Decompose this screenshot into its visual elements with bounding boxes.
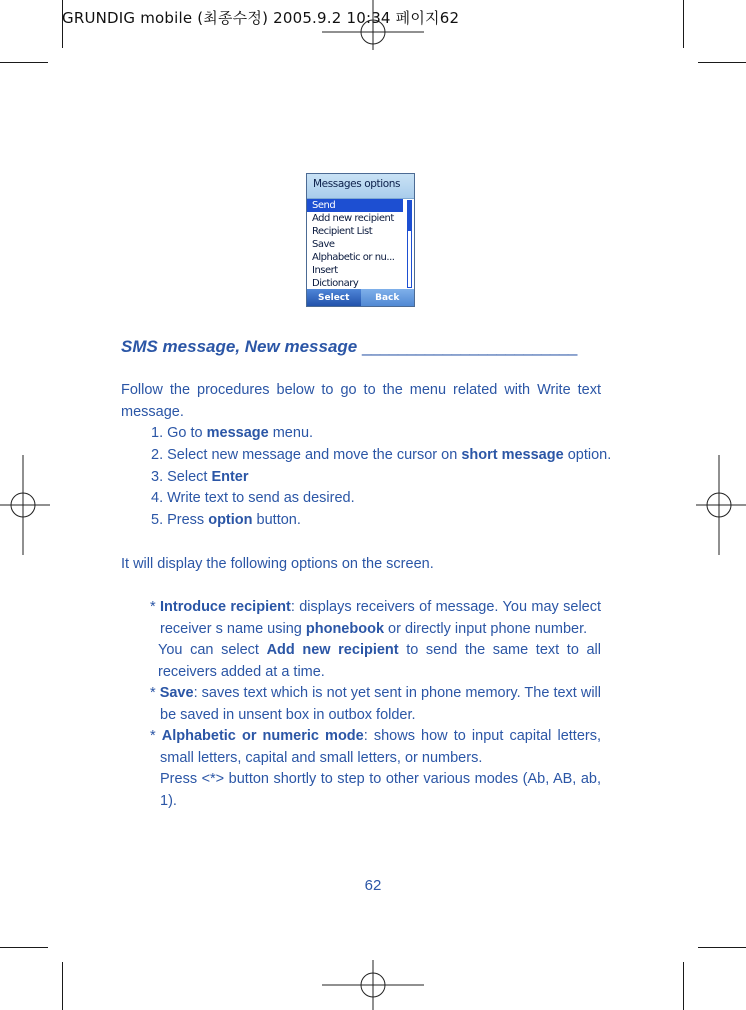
step-text: menu. [268, 425, 314, 441]
phone-option-item[interactable]: Dictionary [312, 278, 359, 289]
select-softkey[interactable]: Select [318, 293, 350, 303]
intro-paragraph: Follow the procedures below to go to the menu related with Write text message. [121, 382, 601, 420]
crop-mark [0, 947, 48, 948]
print-header-stamp: GRUNDIG mobile (최종수정) 2005.9.2 10:34 페이지62 [62, 9, 460, 27]
crop-mark [62, 962, 63, 1010]
step-keyword: Enter [211, 469, 249, 485]
step-text: 4. Write text to send as desired. [151, 490, 355, 506]
option-line: receivers added at a time. [158, 663, 325, 680]
option-line [150, 597, 601, 619]
bullet: * [150, 599, 160, 615]
phone-options-list [307, 198, 414, 289]
section-title-rule: ________________________ [361, 337, 577, 356]
section-title-text: SMS message, New message [121, 337, 358, 356]
step-text: 2. Select new message and move the cursor on [151, 447, 462, 463]
step-item [151, 425, 313, 441]
section-title [121, 337, 601, 357]
option-text: You can select [158, 642, 267, 658]
crop-mark [683, 962, 684, 1010]
display-note: It will display the following options on the screen. [121, 556, 434, 572]
phone-option-item[interactable]: Alphabetic or nu... [312, 252, 395, 263]
phone-scrollbar[interactable] [407, 200, 412, 288]
phone-option-item[interactable]: Recipient List [312, 226, 373, 237]
phone-option-item[interactable]: Send [307, 199, 403, 212]
option-line: be saved in unsent box in outbox folder. [160, 706, 416, 723]
step-keyword: short message [461, 447, 564, 463]
step-keyword: message [206, 425, 269, 441]
option-line [150, 619, 601, 641]
page-number: 62 [364, 877, 382, 894]
step-item [151, 447, 611, 463]
phone-option-item[interactable]: Add new recipient [312, 213, 394, 224]
phone-screen-title: Messages options [307, 174, 414, 198]
option-term: Introduce recipient [160, 599, 291, 615]
option-keyword: Add new recipient [266, 642, 399, 658]
phone-option-item[interactable]: Save [312, 239, 335, 250]
option-keyword: phonebook [305, 620, 385, 637]
option-line: small letters, capital and small letters, or numbers. [160, 749, 483, 766]
registration-mark-icon [696, 455, 746, 555]
option-text: : saves text which is not yet sent in phone memory. The text will [193, 685, 601, 701]
phone-option-item[interactable]: Insert [312, 265, 338, 276]
step-item [151, 469, 249, 485]
step-text: 3. Select [151, 469, 212, 485]
crop-mark [0, 62, 48, 63]
option-line [150, 640, 601, 662]
crop-mark [698, 62, 746, 63]
option-line [150, 683, 601, 705]
option-term: Alphabetic or numeric mode [161, 728, 364, 744]
step-item [151, 512, 301, 528]
option-text: : shows how to input capital letters, [363, 728, 601, 744]
option-line [150, 726, 601, 748]
crop-mark [683, 0, 684, 48]
option-save [150, 683, 601, 726]
option-text: : displays receivers of message. You may select [290, 599, 602, 615]
step-text: option. [563, 447, 612, 463]
option-line: 1). [160, 792, 177, 809]
option-term: Save [159, 685, 194, 701]
bullet: * [150, 728, 162, 744]
option-text: or directly input phone number. [384, 620, 588, 637]
step-keyword: option [208, 512, 253, 528]
step-text: 1. Go to [151, 425, 207, 441]
phone-softkey-bar [307, 289, 414, 307]
phone-screen [306, 173, 415, 307]
crop-mark [698, 947, 746, 948]
registration-mark-icon [322, 960, 424, 1010]
step-item [151, 490, 355, 506]
step-text: 5. Press [151, 512, 209, 528]
option-text: receiver s name using [160, 620, 306, 637]
option-line: Press <*> button shortly to step to other various modes (Ab, AB, ab, [160, 771, 601, 787]
bullet: * [150, 685, 160, 701]
registration-mark-icon [0, 455, 50, 555]
step-text: button. [252, 512, 301, 528]
back-softkey[interactable]: Back [361, 289, 415, 307]
option-text: to send the same text to all [398, 642, 601, 658]
option-alphabetic-numeric-mode [150, 726, 601, 812]
phone-scrollbar-thumb[interactable] [408, 201, 411, 231]
option-introduce-recipient [150, 597, 601, 683]
